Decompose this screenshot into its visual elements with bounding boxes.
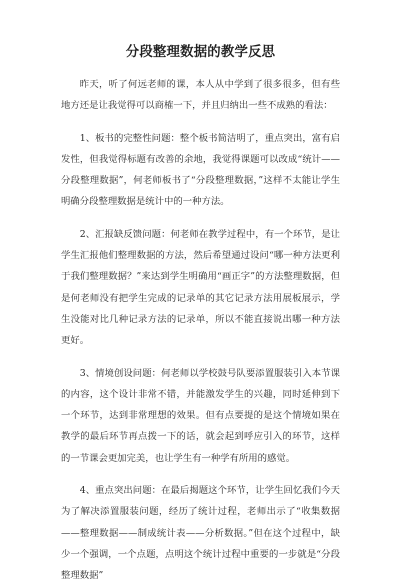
paragraph-report-feedback: 2、汇报缺反馈问题：何老师在教学过程中，有一个环节，是让学生汇报他们整理数据的方法，然后希望通过设问“哪一种方法更利于我们整理数据？”来达到学生明确用“画正字”的方法整理数据，但是何老师没有把学生完成的记录单的其它记录方法用展板展示，学生没能对比几种记录方法的记录单，所以不能直接说出哪一种方法更好。 (61, 228, 340, 347)
paragraph-situation-design: 3、情境创设问题：何老师以学校鼓号队要添置服装引入本节课的内容，这个设计非常不错，并能激发学生的兴趣，同时延伸到下一个环节，达到非常理想的效果。但有点要提的是这个情境如果在教学的最后环节再点拨一下的话，就会起到呼应引入的环节，这样的一节课会更加完美，也让学生有一种学有所用的感觉。 (61, 367, 340, 464)
paragraph-key-point: 4、重点突出问题：在最后揭题这个环节，让学生回忆我们今天为了解决添置服装问题，经历了统计过程，老师出示了“收集数据——整理数据——制成统计表——分析数据。”但在这个过程中，缺少一个强调，一个点题，点明这个统计过程中重要的一步就是“分段整理数据” (61, 485, 340, 582)
paragraph-blackboard-writing: 1、板书的完整性问题：整个板书简洁明了，重点突出，富有启发性，但我觉得标题有改善的余地，我觉得课题可以改成“统计——分段整理数据”，何老师板书了“分段整理数据，”这样不太能让学生明确分段整理数据是统计中的一种方法。 (61, 132, 340, 208)
document-title: 分段整理数据的教学反思 (125, 45, 276, 60)
paragraph-intro: 昨天，听了何远老师的课，本人从中学到了很多很多，但有些地方还是让我觉得可以商榷一下，并且归纳出一些不成熟的看法： (61, 79, 340, 112)
